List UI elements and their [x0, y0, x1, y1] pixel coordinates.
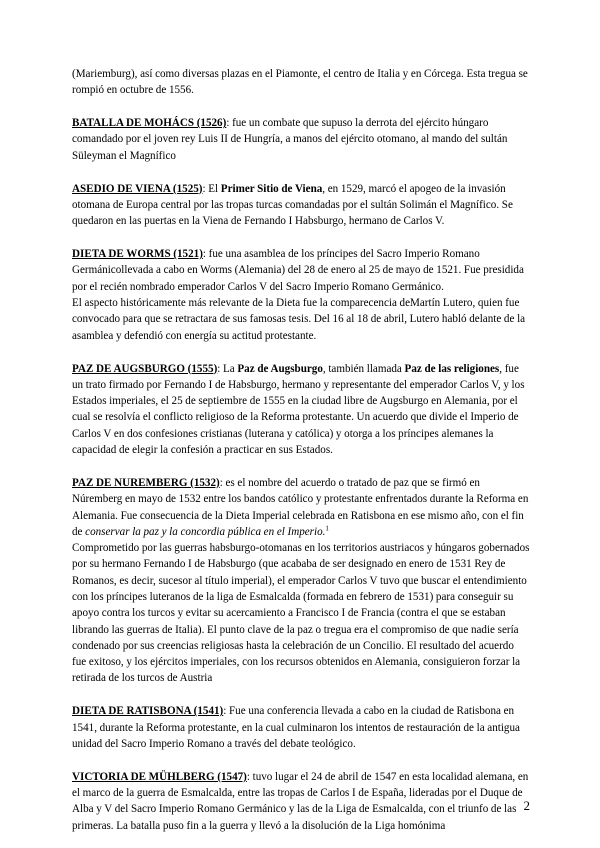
- section-title-dieta-worms: DIETA DE WORMS (1521): [72, 248, 203, 261]
- paragraph-text: (Mariemburg), así como diversas plazas en el Piamonte, el centro de Italia y en Córcega. Esta tregua se rompió en octubre de 1556.: [72, 68, 528, 97]
- paragraph-dieta-worms: [72, 246, 530, 344]
- paragraph-text: El aspecto históricamente más relevante de la Dieta fue la comparecencia deMartín Lutero, quien fue convocado para que se retractara de sus famosas tesis. Del 16 al 18 de abril, Lutero habló delante de la asamblea y defendió con energía su actitud protestante.: [72, 297, 526, 342]
- paragraph-text: , en 1529, marcó el apogeo de la invasión otomana de Europa central por las tropas turcas comandadas por el sultán Solimán el Magnífico. Se quedaron en las puertas en la Viena de Fernando I Habsburgo, hermano de Carlos V.: [72, 182, 513, 228]
- section-title-dieta-ratisbona: DIETA DE RATISBONA (1541): [72, 705, 224, 718]
- paragraph-paz-augsburgo: [72, 361, 530, 459]
- paragraph-mariemburg-continuation: [72, 66, 530, 99]
- paragraph-text: : fue un combate que supuso la derrota del ejército húngaro comandado por el joven rey Luis II de Hungría, a manos del ejército otomano, al mando del sultán Süleyman el Magnífico: [72, 117, 508, 162]
- paragraph-text: : El: [202, 182, 221, 195]
- paragraph-paz-nuremberg: [72, 475, 530, 687]
- bold-term-paz-augsburgo: Paz de Augsburgo: [237, 362, 323, 375]
- section-title-victoria-muhlberg: VICTORIA DE MÜHLBERG (1547): [72, 770, 247, 783]
- italic-quote: conservar la paz y la concordia pública en el Imperio.: [85, 525, 326, 538]
- paragraph-text: : Fue una conferencia llevada a cabo en la ciudad de Ratisbona en 1541, durante la Reforma protestante, en la cual culminaron los intentos de restauración de la antigua unidad del Sacro Imperio Romano a través del debate teológico.: [72, 705, 520, 750]
- paragraph-text: , también llamada: [322, 362, 405, 375]
- paragraph-text: , fue un trato firmado por Fernando I de Habsburgo, hermano y representante del emperador Carlos V, y los Estados imperiales, el 25 de septiembre de 1555 en la ciudad libre de Augsburgo en Alemania, por el cual se resolvía el conflicto religioso de la Reforma protestante. Un acuerdo que divide el Imperio de Carlos V en dos confesiones cristianas (luterana y católica) y otorga a los príncipes alemanes la capacidad de elegir la confesión a practicar en sus Estados.: [72, 362, 525, 457]
- paragraph-text: : La: [217, 362, 238, 375]
- paragraph-dieta-ratisbona: [72, 703, 530, 752]
- paragraph-text: : tuvo lugar el 24 de abril de 1547 en esta localidad alemana, en el marco de la guerra de Esmalcalda, entre las tropas de Carlos I de España, lideradas por el Duque de Alba y V del Sacro Imperio Romano Germánico y las de la Liga de Esmalcalda, con el triunfo de las primeras. La batalla puso fin a la guerra y llevó a la disolución de la Liga homónima: [72, 770, 529, 832]
- paragraph-text: : es el nombre del acuerdo o tratado de paz que se firmó en Núremberg en mayo de 1532 entre los bandos católico y protestante enfrentados durante la Reforma en Alemania. Fue consecuencia de la Dieta Imperial celebrada en Ratisbona en ese mismo año, con el fin de: [72, 476, 529, 538]
- section-title-batalla-mohacs: BATALLA DE MOHÁCS (1526): [72, 117, 227, 130]
- footnote-reference[interactable]: 1: [325, 524, 329, 533]
- document-body: [72, 66, 530, 834]
- paragraph-text: : fue una asamblea de los príncipes del Sacro Imperio Romano Germánicollevada a cabo en Worms (Alemania) del 28 de enero al 25 de mayo de 1521. Fue presidida por el recién nombrado emperador Carlos V del Sacro Imperio Romano Germánico.: [72, 248, 524, 293]
- section-title-paz-augsburgo: PAZ DE AUGSBURGO (1555): [72, 362, 218, 375]
- bold-term-paz-religiones: Paz de las religiones: [404, 362, 500, 375]
- section-title-paz-nuremberg: PAZ DE NUREMBERG (1532): [72, 476, 220, 489]
- section-title-asedio-viena: ASEDIO DE VIENA (1525): [72, 182, 203, 195]
- paragraph-victoria-muhlberg: [72, 769, 530, 834]
- paragraph-batalla-mohacs: [72, 115, 530, 164]
- page-number: 2: [523, 798, 530, 813]
- paragraph-asedio-viena: [72, 181, 530, 230]
- bold-term-primer-sitio: Primer Sitio de Viena: [220, 182, 323, 195]
- paragraph-text: Comprometido por las guerras habsburgo-otomanas en los territorios austriacos y húngaros gobernados por su hermano Fernando I de Habsburgo (que acababa de ser designado en enero de 1531 Rey de Romanos, es decir, sucesor al título imperial), el emperador Carlos V tuvo que buscar el entendimiento con los príncipes luteranos de la liga de Esmalcalda (formada en febrero de 1531) para conseguir su apoyo contra los turcos y evitar su acercamiento a Francisco I de Francia (contra el que se estaban librando las guerras de Italia). El punto clave de la paz o tregua era el compromiso de que nadie sería condenado por sus creencias religiosas hasta la celebración de un Concilio. El resultado del acuerdo fue exitoso, y los ejércitos imperiales, con los recursos obtenidos en Alemania, consiguieron forzar la retirada de los turcos de Austria: [72, 542, 530, 685]
